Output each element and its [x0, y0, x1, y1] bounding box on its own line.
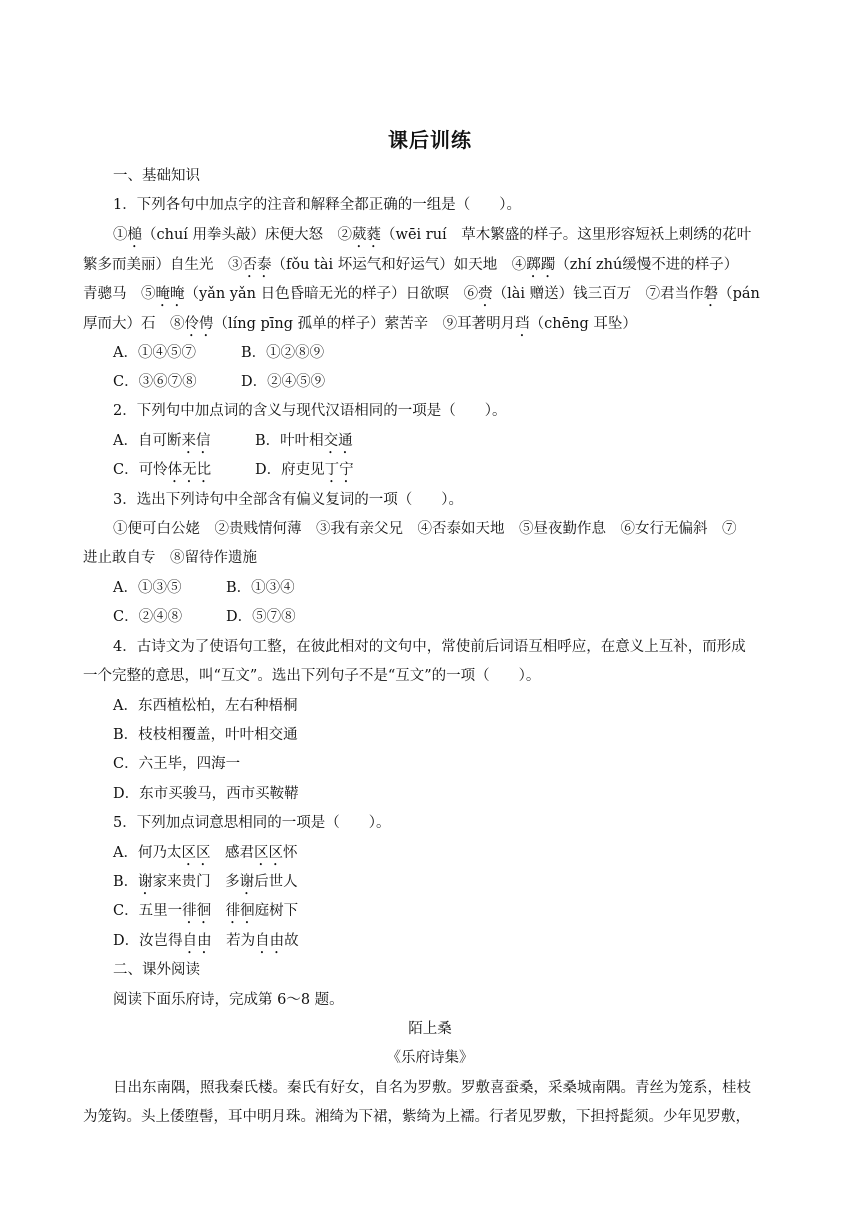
question-5-option-b: B．谢家来贵门 多谢后世人 — [113, 874, 298, 890]
section-heading-reading: 二、课外阅读 — [113, 962, 200, 978]
dotted-word: 谢 — [138, 874, 153, 890]
question-2-option-d: D．府吏见丁宁 — [255, 462, 354, 478]
reading-instructions: 阅读下面乐府诗，完成第 6～8 题。 — [113, 992, 344, 1008]
question-1-option-c: C．③⑥⑦⑧ — [113, 374, 197, 390]
question-5-option-c: C．五里一徘徊 徘徊庭树下 — [113, 903, 299, 919]
dotted-word: 交通 — [323, 433, 353, 449]
question-4-line-1: 4．古诗文为了使语句工整，在彼此相对的文句中，常使前后词语互相呼应，在意义上互补，而形成 — [113, 639, 746, 655]
question-1-line-3: 青骢马 ⑤晻晻（yǎn yǎn 日色昏暗无光的样子）日欲暝 ⑥赍（lài 赠送）钱三百万 ⑦君当作磐（pán — [83, 286, 760, 302]
poem-source: 《乐府诗集》 — [386, 1050, 474, 1066]
dotted-word: 徘徊 — [182, 903, 212, 919]
question-4-option-d: D．东市买骏马，西市买鞍鞯 — [113, 786, 299, 802]
poem-line-1: 日出东南隅，照我秦氏楼。秦氏有好女，自名为罗敷。罗敷喜蚕桑，采桑城南隅。青丝为笼系，桂枝 — [113, 1080, 751, 1096]
dotted-word: 自由 — [182, 933, 212, 949]
question-3-line-2: 进止敢自专 ⑧留待作遗施 — [83, 550, 257, 566]
question-1-option-a: A．①④⑤⑦ — [113, 345, 196, 361]
question-4-line-2: 一个完整的意思，叫“互文”。选出下列句子不是“互文”的一项（ ）。 — [83, 668, 541, 684]
question-2-option-c: C．可怜体无比 — [113, 462, 212, 478]
dotted-word: 徘徊 — [225, 903, 255, 919]
question-3-option-b: B．①③④ — [226, 580, 295, 596]
dotted-word: 伶俜 — [184, 316, 214, 332]
question-1-line-1: ①槌（chuí 用拳头敲）床便大怒 ②葳蕤（wēi ruí 草木繁盛的样子。这里形容短袄上刺绣的花叶 — [113, 227, 752, 243]
dotted-word: 否泰 — [242, 257, 272, 273]
question-1-line-2: 繁多而美丽）自生光 ③否泰（fǒu tài 坏运气和好运气）如天地 ④踯躅（zhí zhú缓慢不进的样子） — [83, 257, 739, 273]
dotted-word: 丁宁 — [324, 462, 354, 478]
dotted-word: 自由 — [255, 933, 285, 949]
dotted-word: 晻晻 — [155, 286, 185, 302]
question-2-option-b: B．叶叶相交通 — [255, 433, 353, 449]
dotted-word: 赍 — [478, 286, 493, 302]
question-3-line-1: ①便可白公姥 ②贵贱情何薄 ③我有亲父兄 ④否泰如天地 ⑤昼夜勤作息 ⑥女行无偏斜 ⑦ — [113, 521, 737, 537]
question-4-option-c: C．六王毕，四海一 — [113, 756, 241, 772]
question-1-stem: 1．下列各句中加点字的注音和解释全都正确的一组是（ ）。 — [113, 197, 521, 213]
poem-line-2: 为笼钩。头上倭堕髻，耳中明月珠。湘绮为下裙，紫绮为上襦。行者见罗敷，下担捋髭须。少年见罗敷， — [83, 1109, 750, 1125]
page-title: 课后训练 — [388, 128, 472, 152]
dotted-word: 区区 — [181, 845, 211, 861]
dotted-word: 葳蕤 — [352, 227, 382, 243]
question-2-option-a: A．自可断来信 — [113, 433, 211, 449]
dotted-word: 体无比 — [167, 462, 212, 478]
question-5-stem: 5．下列加点词意思相同的一项是（ ）。 — [113, 815, 391, 831]
dotted-word: 谢 — [239, 874, 255, 890]
question-5-option-d: D．汝岂得自由 若为自由故 — [113, 933, 299, 949]
question-5-option-a: A．何乃太区区 感君区区怀 — [113, 845, 298, 861]
dotted-word: 区区 — [253, 845, 283, 861]
dotted-word: 来信 — [181, 433, 211, 449]
question-3-option-c: C．②④⑧ — [113, 609, 183, 625]
question-3-stem: 3．选出下列诗句中全部含有偏义复词的一项（ ）。 — [113, 492, 463, 508]
section-heading-basic: 一、基础知识 — [113, 168, 200, 184]
question-4-option-a: A．东西植松柏，左右种梧桐 — [113, 698, 298, 714]
question-4-option-b: B．枝枝相覆盖，叶叶相交通 — [113, 727, 298, 743]
dotted-word: 踯躅 — [526, 257, 556, 273]
poem-title: 陌上桑 — [408, 1021, 452, 1037]
question-1-line-4: 厚而大）石 ⑧伶俜（líng pīng 孤单的样子）萦苦辛 ⑨耳著明月珰（chēng 耳坠） — [83, 316, 637, 332]
dotted-word: 珰 — [515, 316, 530, 332]
dotted-word: 磐 — [703, 286, 719, 302]
dotted-word: 槌 — [127, 227, 142, 243]
question-3-option-d: D．⑤⑦⑧ — [226, 609, 296, 625]
question-3-option-a: A．①③⑤ — [113, 580, 182, 596]
question-1-option-b: B．①②⑧⑨ — [241, 345, 325, 361]
question-1-option-d: D．②④⑤⑨ — [241, 374, 326, 390]
question-2-stem: 2．下列句中加点词的含义与现代汉语相同的一项是（ ）。 — [113, 403, 507, 419]
